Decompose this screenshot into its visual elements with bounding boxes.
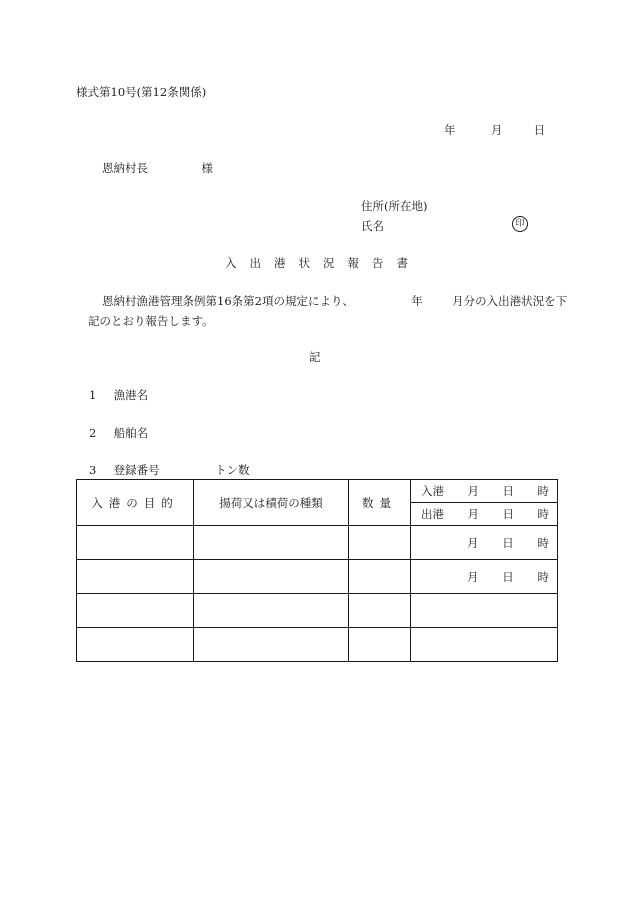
entry-label: 入港 bbox=[421, 484, 444, 498]
quantity-header: 数量 bbox=[349, 480, 411, 526]
exit-day: 日 bbox=[502, 507, 514, 521]
exit-month: 月 bbox=[467, 507, 479, 521]
form-number: 様式第10号(第12条関係) bbox=[76, 85, 207, 99]
exit-label: 出港 bbox=[421, 507, 444, 521]
quantity-cell[interactable] bbox=[349, 594, 411, 628]
item-1 bbox=[89, 387, 148, 403]
addressee bbox=[102, 160, 213, 176]
year-label: 年 bbox=[444, 123, 456, 137]
date-line bbox=[444, 122, 545, 138]
purpose-header: 入港の目的 bbox=[77, 480, 194, 526]
page-title: 入出港状況報告書 bbox=[225, 256, 421, 270]
name-label: 氏名 bbox=[361, 219, 384, 233]
item-number: 2 bbox=[89, 426, 97, 440]
purpose-cell[interactable] bbox=[77, 560, 194, 594]
entry-hour: 時 bbox=[537, 484, 549, 498]
cargo-header: 揚荷又は積荷の種類 bbox=[194, 480, 349, 526]
quantity-cell[interactable] bbox=[349, 526, 411, 560]
item-label: 登録番号 bbox=[113, 463, 160, 477]
ki-heading: 記 bbox=[309, 350, 321, 364]
day-label: 日 bbox=[533, 123, 546, 137]
address-label: 住所(所在地) bbox=[361, 199, 428, 213]
report-table bbox=[76, 479, 558, 662]
seal-icon: 印 bbox=[512, 216, 528, 232]
row-day: 日 bbox=[502, 535, 514, 550]
body-year: 年 bbox=[411, 294, 423, 308]
purpose-cell[interactable] bbox=[77, 526, 194, 560]
entry-day: 日 bbox=[502, 484, 514, 498]
purpose-cell[interactable] bbox=[77, 628, 194, 662]
item-number: 1 bbox=[89, 388, 97, 402]
datetime-cell[interactable] bbox=[411, 628, 558, 662]
table-row bbox=[77, 594, 558, 628]
entry-month: 月 bbox=[467, 484, 479, 498]
quantity-cell[interactable] bbox=[349, 628, 411, 662]
seal-mark bbox=[512, 216, 528, 232]
exit-header bbox=[411, 503, 558, 526]
cargo-cell[interactable] bbox=[194, 628, 349, 662]
addressee-name: 恩納村長 bbox=[102, 161, 148, 175]
table-row bbox=[77, 526, 558, 560]
item-2 bbox=[89, 425, 148, 441]
table-row bbox=[77, 628, 558, 662]
datetime-cell[interactable] bbox=[411, 560, 558, 594]
addressee-honorific: 様 bbox=[201, 161, 213, 175]
item-extra: トン数 bbox=[214, 463, 250, 477]
month-label: 月 bbox=[490, 123, 503, 137]
datetime-cell[interactable] bbox=[411, 526, 558, 560]
datetime-cell[interactable] bbox=[411, 594, 558, 628]
item-3 bbox=[89, 462, 249, 478]
row-month: 月 bbox=[467, 569, 479, 584]
entry-header bbox=[411, 480, 558, 503]
table-row bbox=[77, 560, 558, 594]
item-label: 漁港名 bbox=[113, 388, 149, 402]
table-header-row bbox=[77, 480, 558, 503]
row-hour: 時 bbox=[537, 535, 549, 550]
cargo-cell[interactable] bbox=[194, 560, 349, 594]
item-label: 船舶名 bbox=[113, 426, 149, 440]
cargo-cell[interactable] bbox=[194, 526, 349, 560]
body-line-2: 記のとおり報告します。 bbox=[88, 314, 214, 328]
row-day: 日 bbox=[502, 569, 514, 584]
body-text-b: 月分の入出港状況を下 bbox=[452, 294, 568, 308]
row-month: 月 bbox=[467, 535, 479, 550]
item-number: 3 bbox=[89, 463, 97, 477]
purpose-cell[interactable] bbox=[77, 594, 194, 628]
body-text-a: 恩納村漁港管理条例第16条第2項の規定により、 bbox=[102, 294, 354, 308]
quantity-cell[interactable] bbox=[349, 560, 411, 594]
cargo-cell[interactable] bbox=[194, 594, 349, 628]
body-line-1 bbox=[102, 293, 567, 309]
row-hour: 時 bbox=[537, 569, 549, 584]
exit-hour: 時 bbox=[537, 507, 549, 521]
